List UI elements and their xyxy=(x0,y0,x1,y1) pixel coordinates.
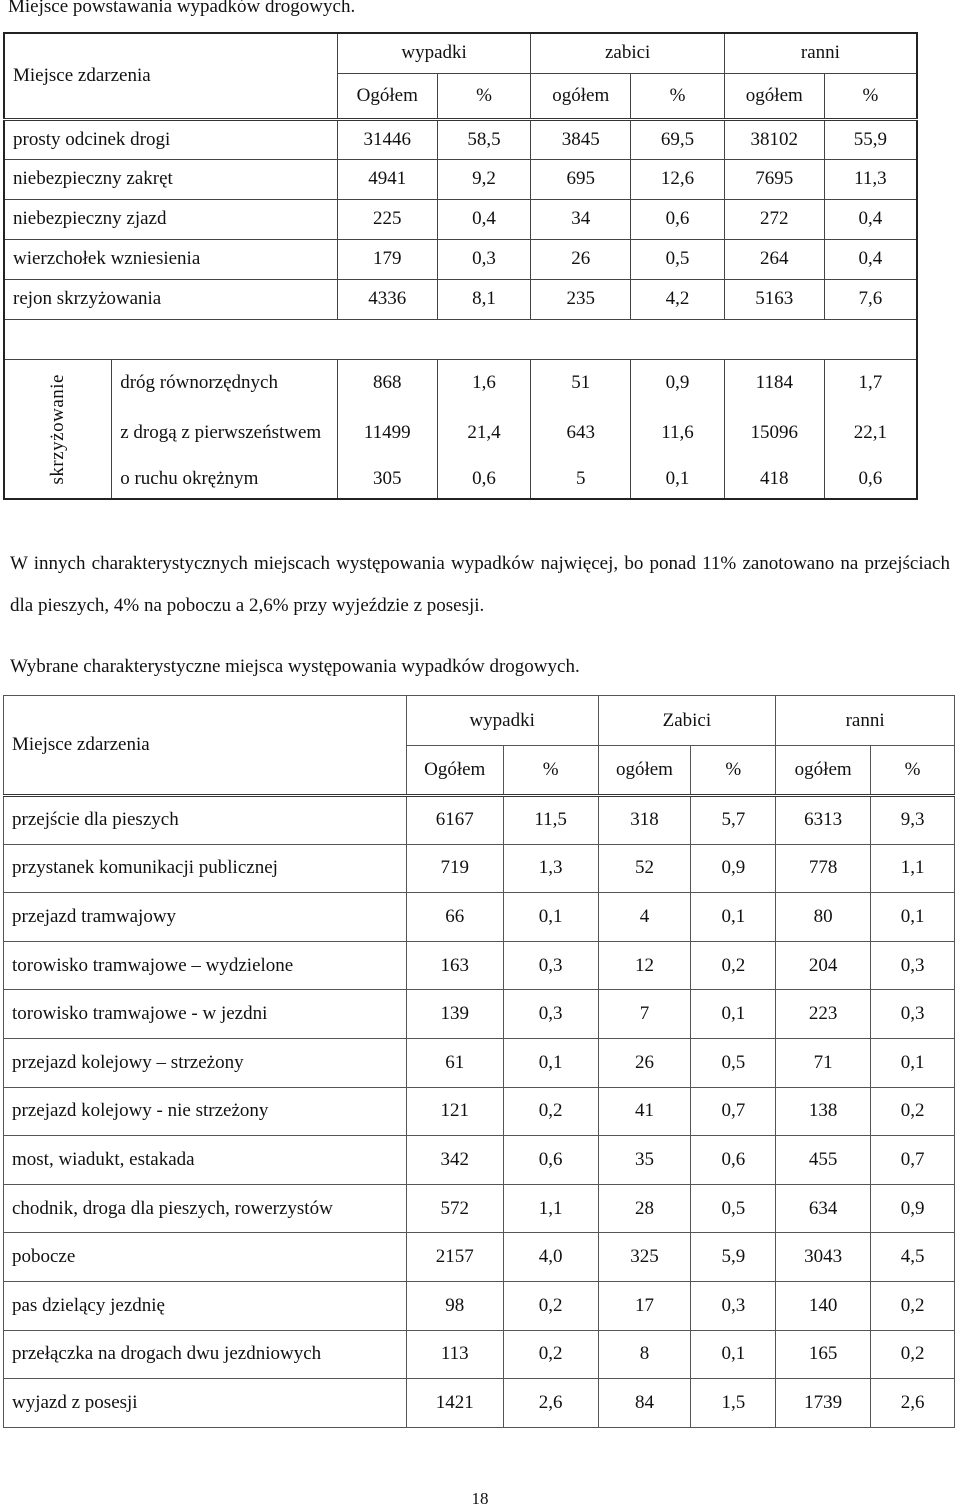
table-row xyxy=(4,844,955,893)
table-cell: 0,1 xyxy=(691,990,776,1039)
row-label: wyjazd z posesji xyxy=(4,1379,407,1428)
table-cell: 6167 xyxy=(406,796,503,845)
table-cell: 61 xyxy=(406,1038,503,1087)
table-row xyxy=(4,941,955,990)
table-cell: 11,5 xyxy=(503,796,598,845)
table-cell: 0,3 xyxy=(503,990,598,1039)
row-label: wierzchołek wzniesienia xyxy=(4,239,337,279)
table-row xyxy=(4,796,955,845)
table-cell: 0,5 xyxy=(691,1184,776,1233)
table-cell: 0,6 xyxy=(437,459,531,499)
table-cell: 0,3 xyxy=(503,941,598,990)
sub-header: Ogółem xyxy=(406,746,503,796)
table-cell: 4,5 xyxy=(871,1233,955,1282)
table-cell: 0,1 xyxy=(871,1038,955,1087)
row-label: przejście dla pieszych xyxy=(4,796,407,845)
table-cell: 0,3 xyxy=(691,1281,776,1330)
table-cell: 121 xyxy=(406,1087,503,1136)
table-cell: 1739 xyxy=(776,1379,871,1428)
table-cell: 22,1 xyxy=(824,407,917,459)
table-cell: 719 xyxy=(406,844,503,893)
row-label: chodnik, droga dla pieszych, rowerzystów xyxy=(4,1184,407,1233)
sub-header: % xyxy=(503,746,598,796)
table-cell: 26 xyxy=(531,239,631,279)
table-cell: 5,9 xyxy=(691,1233,776,1282)
group-header: wypadki xyxy=(337,33,531,73)
row-label: przełączka na drogach dwu jezdniowych xyxy=(4,1330,407,1379)
table-row xyxy=(4,1379,955,1428)
table-cell: 0,4 xyxy=(824,199,917,239)
place-header: Miejsce zdarzenia xyxy=(4,33,337,119)
table-cell: 0,1 xyxy=(691,1330,776,1379)
table-cell: 8 xyxy=(598,1330,691,1379)
table-cell: 264 xyxy=(724,239,824,279)
table-row xyxy=(4,990,955,1039)
table-row xyxy=(4,239,917,279)
table-cell: 778 xyxy=(776,844,871,893)
table-row xyxy=(4,1087,955,1136)
table-cell: 98 xyxy=(406,1281,503,1330)
table-cell: 7695 xyxy=(724,159,824,199)
table-row xyxy=(4,279,917,319)
table-cell: 0,3 xyxy=(871,941,955,990)
sub-header: Ogółem xyxy=(337,73,437,119)
table-cell: 1184 xyxy=(724,359,824,407)
table-cell: 695 xyxy=(531,159,631,199)
table-cell: 4336 xyxy=(337,279,437,319)
table-cell: 11,3 xyxy=(824,159,917,199)
table-cell: 35 xyxy=(598,1136,691,1185)
row-label: torowisko tramwajowe – wydzielone xyxy=(4,941,407,990)
table-cell: 0,3 xyxy=(871,990,955,1039)
body-paragraph: W innych charakterystycznych miejscach występowania wypadków najwięcej, bo ponad 11% zanotowano na przejściach dla pieszych, 4% na poboczu a 2,6% przy wyjeździe z posesji. xyxy=(10,553,950,616)
table-cell: 0,6 xyxy=(631,199,725,239)
table-row xyxy=(4,1330,955,1379)
table-cell: 38102 xyxy=(724,119,824,159)
table-cell: 3845 xyxy=(531,119,631,159)
table-cell: 342 xyxy=(406,1136,503,1185)
table-row xyxy=(4,1184,955,1233)
accident-location-table xyxy=(3,32,918,500)
table-cell: 139 xyxy=(406,990,503,1039)
table-cell: 2157 xyxy=(406,1233,503,1282)
sub-header: % xyxy=(824,73,917,119)
table-row xyxy=(4,1281,955,1330)
sub-header: % xyxy=(437,73,531,119)
sub-header: % xyxy=(871,746,955,796)
table-cell: 325 xyxy=(598,1233,691,1282)
table-cell: 4 xyxy=(598,893,691,942)
table-row xyxy=(4,199,917,239)
table-cell: 9,2 xyxy=(437,159,531,199)
table-cell: 6313 xyxy=(776,796,871,845)
table-cell: 572 xyxy=(406,1184,503,1233)
sub-header: ogółem xyxy=(598,746,691,796)
table2-caption: Wybrane charakterystyczne miejsca występowania wypadków drogowych. xyxy=(10,656,580,677)
selected-locations-table xyxy=(3,695,955,1428)
group-header: wypadki xyxy=(406,696,598,746)
sub-header: % xyxy=(631,73,725,119)
table-cell: 0,7 xyxy=(871,1136,955,1185)
table-cell: 3043 xyxy=(776,1233,871,1282)
table-cell: 1,1 xyxy=(503,1184,598,1233)
table-row xyxy=(4,159,917,199)
table-cell: 34 xyxy=(531,199,631,239)
table-cell: 2,6 xyxy=(503,1379,598,1428)
table-cell: 868 xyxy=(337,359,437,407)
row-label: torowisko tramwajowe - w jezdni xyxy=(4,990,407,1039)
table-cell: 0,2 xyxy=(871,1330,955,1379)
table-cell: 235 xyxy=(531,279,631,319)
row-label: przystanek komunikacji publicznej xyxy=(4,844,407,893)
table-cell: 225 xyxy=(337,199,437,239)
table-row xyxy=(4,893,955,942)
table-cell: 163 xyxy=(406,941,503,990)
table-cell: 418 xyxy=(724,459,824,499)
table-cell: 455 xyxy=(776,1136,871,1185)
table-cell: 1421 xyxy=(406,1379,503,1428)
crossing-row xyxy=(4,459,917,499)
row-label: niebezpieczny zjazd xyxy=(4,199,337,239)
table-cell: 140 xyxy=(776,1281,871,1330)
place-header: Miejsce zdarzenia xyxy=(4,696,407,796)
table-cell: 0,9 xyxy=(631,359,725,407)
table-cell: 0,2 xyxy=(871,1087,955,1136)
group-header: ranni xyxy=(776,696,955,746)
table-cell: 318 xyxy=(598,796,691,845)
group-header: Zabici xyxy=(598,696,776,746)
table-cell: 1,3 xyxy=(503,844,598,893)
table-cell: 26 xyxy=(598,1038,691,1087)
table-cell: 1,5 xyxy=(691,1379,776,1428)
table-row xyxy=(4,1136,955,1185)
table-cell: 12,6 xyxy=(631,159,725,199)
row-label: przejazd kolejowy - nie strzeżony xyxy=(4,1087,407,1136)
table-cell: 0,1 xyxy=(631,459,725,499)
table-cell: 0,4 xyxy=(824,239,917,279)
table-cell: 7,6 xyxy=(824,279,917,319)
table-cell: 9,3 xyxy=(871,796,955,845)
table-cell: 84 xyxy=(598,1379,691,1428)
table-cell: 5,7 xyxy=(691,796,776,845)
row-label: z drogą z pierwszeństwem xyxy=(112,407,338,459)
table-cell: 28 xyxy=(598,1184,691,1233)
table-cell: 1,7 xyxy=(824,359,917,407)
table-cell: 179 xyxy=(337,239,437,279)
table-cell: 204 xyxy=(776,941,871,990)
sub-header: % xyxy=(691,746,776,796)
table-cell: 58,5 xyxy=(437,119,531,159)
group-header: ranni xyxy=(724,33,917,73)
row-label: o ruchu okrężnym xyxy=(112,459,338,499)
table-cell: 0,9 xyxy=(691,844,776,893)
table-cell: 165 xyxy=(776,1330,871,1379)
table-cell: 21,4 xyxy=(437,407,531,459)
table-cell: 71 xyxy=(776,1038,871,1087)
group-header: zabici xyxy=(531,33,725,73)
table-cell: 17 xyxy=(598,1281,691,1330)
row-label: przejazd tramwajowy xyxy=(4,893,407,942)
table-cell: 0,9 xyxy=(871,1184,955,1233)
table-cell: 2,6 xyxy=(871,1379,955,1428)
table-cell: 0,1 xyxy=(503,893,598,942)
table-cell: 0,2 xyxy=(691,941,776,990)
crossing-row xyxy=(4,359,917,407)
table-cell: 113 xyxy=(406,1330,503,1379)
crossing-vertical-label: skrzyżowanie xyxy=(47,373,69,484)
table-cell: 66 xyxy=(406,893,503,942)
sub-header: ogółem xyxy=(724,73,824,119)
table1-caption: Miejsce powstawania wypadków drogowych. xyxy=(8,0,356,17)
crossing-group-cell xyxy=(4,359,112,499)
table-cell: 4,2 xyxy=(631,279,725,319)
crossing-row xyxy=(4,407,917,459)
table-cell: 4941 xyxy=(337,159,437,199)
table-cell: 12 xyxy=(598,941,691,990)
table-cell: 52 xyxy=(598,844,691,893)
row-label: pobocze xyxy=(4,1233,407,1282)
sub-header: ogółem xyxy=(776,746,871,796)
table-cell: 51 xyxy=(531,359,631,407)
table-cell: 0,6 xyxy=(691,1136,776,1185)
row-label: rejon skrzyżowania xyxy=(4,279,337,319)
table-cell: 41 xyxy=(598,1087,691,1136)
table-cell: 0,5 xyxy=(691,1038,776,1087)
table-cell: 138 xyxy=(776,1087,871,1136)
table-row xyxy=(4,119,917,159)
table-cell: 5 xyxy=(531,459,631,499)
table-cell: 1,1 xyxy=(871,844,955,893)
table-cell: 0,1 xyxy=(691,893,776,942)
table-cell: 634 xyxy=(776,1184,871,1233)
page-number: 18 xyxy=(471,1489,489,1508)
sub-header: ogółem xyxy=(531,73,631,119)
row-label: dróg równorzędnych xyxy=(112,359,338,407)
table-cell: 272 xyxy=(724,199,824,239)
row-label: niebezpieczny zakręt xyxy=(4,159,337,199)
table-cell: 0,2 xyxy=(503,1330,598,1379)
row-label: most, wiadukt, estakada xyxy=(4,1136,407,1185)
table-cell: 11,6 xyxy=(631,407,725,459)
table-cell: 0,2 xyxy=(503,1281,598,1330)
table-cell: 5163 xyxy=(724,279,824,319)
table-row xyxy=(4,1233,955,1282)
table-cell: 69,5 xyxy=(631,119,725,159)
table-cell: 7 xyxy=(598,990,691,1039)
table-cell: 0,2 xyxy=(503,1087,598,1136)
table-cell: 0,3 xyxy=(437,239,531,279)
table-cell: 11499 xyxy=(337,407,437,459)
row-label: przejazd kolejowy – strzeżony xyxy=(4,1038,407,1087)
table-cell: 0,5 xyxy=(631,239,725,279)
table-cell: 55,9 xyxy=(824,119,917,159)
table-cell: 15096 xyxy=(724,407,824,459)
table-cell: 80 xyxy=(776,893,871,942)
row-label: prosty odcinek drogi xyxy=(4,119,337,159)
table-cell: 31446 xyxy=(337,119,437,159)
table-spacer xyxy=(4,319,917,359)
table-cell: 4,0 xyxy=(503,1233,598,1282)
table-cell: 0,1 xyxy=(871,893,955,942)
table-cell: 0,1 xyxy=(503,1038,598,1087)
table-cell: 0,4 xyxy=(437,199,531,239)
table-cell: 0,2 xyxy=(871,1281,955,1330)
table-row xyxy=(4,1038,955,1087)
table-cell: 8,1 xyxy=(437,279,531,319)
row-label: pas dzielący jezdnię xyxy=(4,1281,407,1330)
table-cell: 305 xyxy=(337,459,437,499)
table-cell: 0,7 xyxy=(691,1087,776,1136)
table-cell: 643 xyxy=(531,407,631,459)
table-cell: 223 xyxy=(776,990,871,1039)
table-cell: 1,6 xyxy=(437,359,531,407)
table-cell: 0,6 xyxy=(503,1136,598,1185)
table-cell: 0,6 xyxy=(824,459,917,499)
